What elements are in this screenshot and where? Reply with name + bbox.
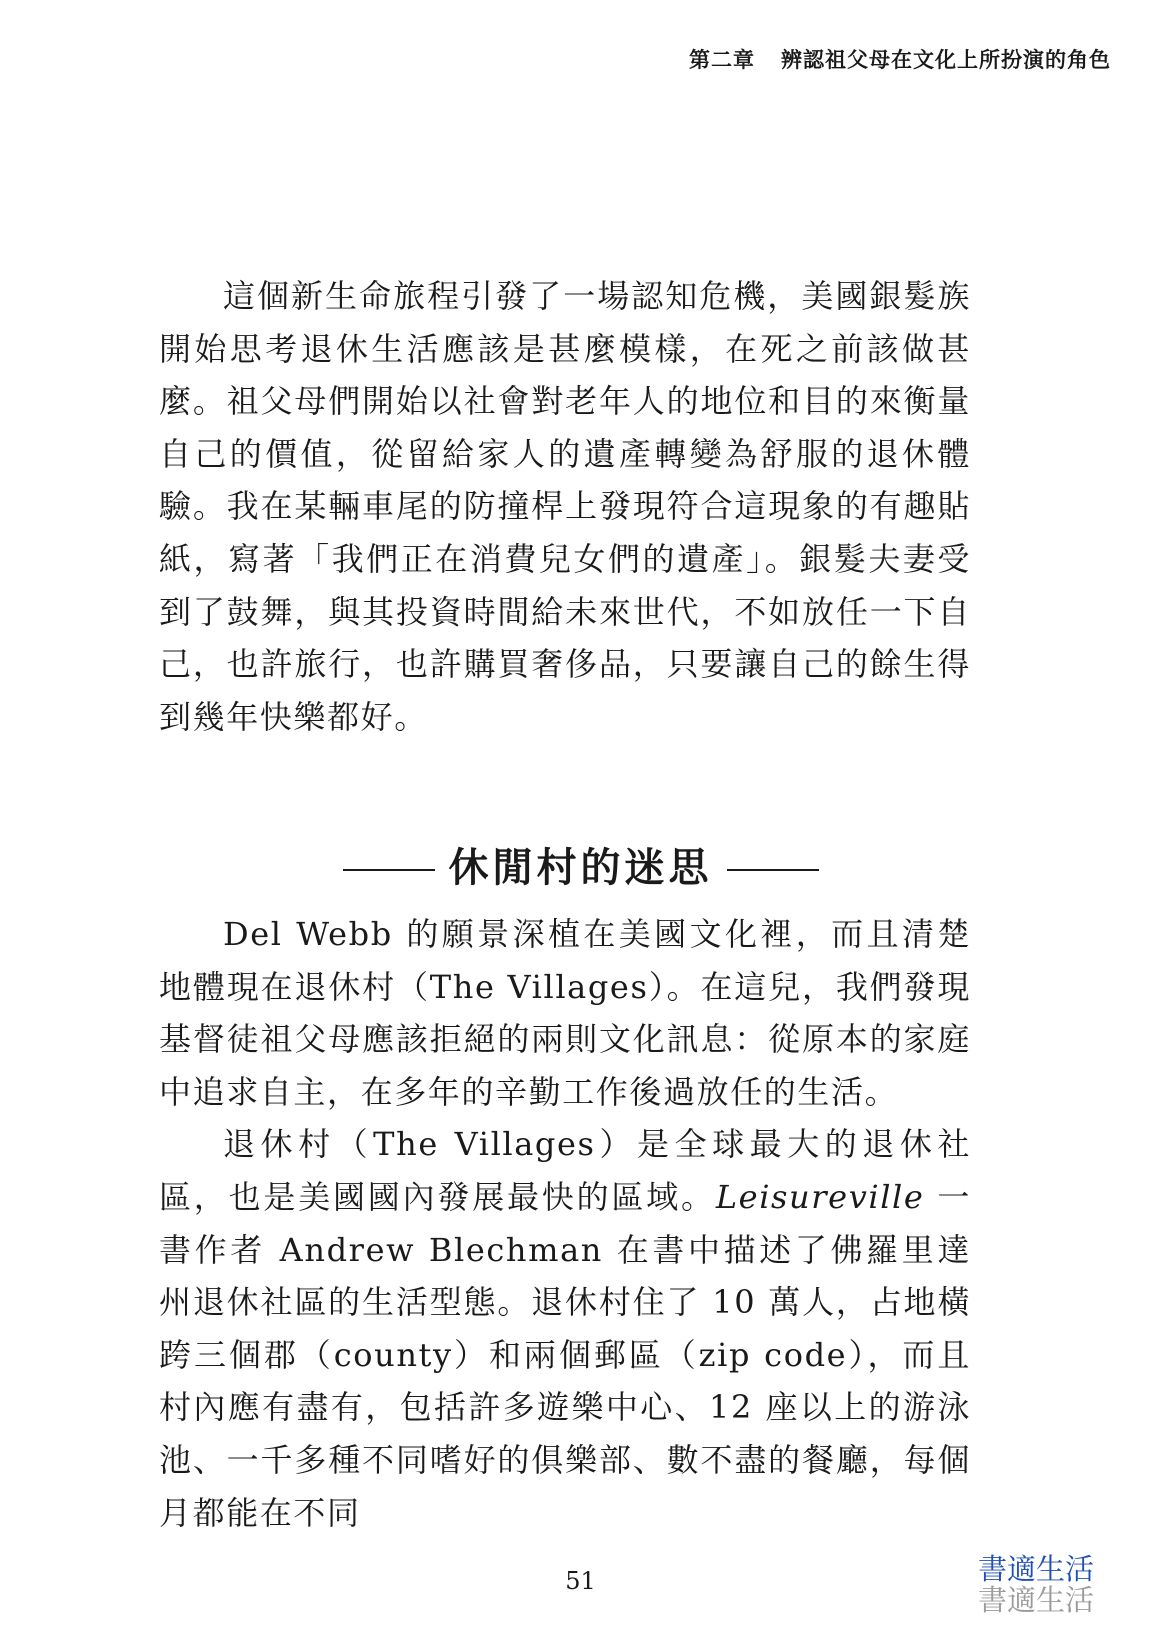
- page-number: 51: [565, 1567, 596, 1595]
- book-title: Leisureville: [715, 1177, 925, 1216]
- heading-rule-right: [727, 869, 819, 871]
- paragraph: Del Webb 的願景深植在美國文化裡，而且清楚地體現在退休村（The Villages）。在這兒，我們發現基督徒祖父母應該拒絕的兩則文化訊息：從原本的家庭中追求自主，在多年的辛勤工作後過放任的生活。: [159, 915, 971, 1111]
- publisher-logo: [978, 1554, 1094, 1616]
- publisher-logo-line: 書適生活: [978, 1552, 1095, 1586]
- section-title: 休閒村的迷思: [448, 845, 713, 891]
- section-heading: [0, 836, 1161, 893]
- chapter-label: 第二章: [689, 47, 755, 72]
- publisher-logo-line: 書適生活: [978, 1583, 1095, 1617]
- paragraph: [159, 1118, 971, 1539]
- paragraph-text: 退休村（The Villages）是全球最大的退休社區，也是美國國內發展最快的區域。: [159, 1125, 971, 1216]
- paragraph-text: 一書作者 Andrew Blechman 在書中描述了佛羅里達州退休社區的生活型態。退休村住了 10 萬人，占地橫跨三個郡（county）和兩個郵區（zip code），而且村內應有盡有，包括許多遊樂中心、12 座以上的游泳池、一千多種不同嗜好的俱樂部、數不盡的餐廳，每個月都能在不同: [159, 1177, 971, 1532]
- heading-rule-left: [343, 869, 435, 871]
- body-text-top: [159, 270, 971, 743]
- body-text-section: [159, 908, 971, 1539]
- paragraph: 這個新生命旅程引發了一場認知危機，美國銀髮族開始思考退休生活應該是甚麼模樣，在死之前該做甚麼。祖父母們開始以社會對老年人的地位和目的來衡量自己的價值，從留給家人的遺產轉變為舒服的退休體驗。我在某輛車尾的防撞桿上發現符合這現象的有趣貼紙，寫著「我們正在消費兒女們的遺產」。銀髮夫妻受到了鼓舞，與其投資時間給未來世代，不如放任一下自己，也許旅行，也許購買奢侈品，只要讓自己的餘生得到幾年快樂都好。: [159, 277, 971, 736]
- chapter-title: 辨認祖父母在文化上所扮演的角色: [781, 47, 1111, 72]
- running-header: [689, 44, 1111, 74]
